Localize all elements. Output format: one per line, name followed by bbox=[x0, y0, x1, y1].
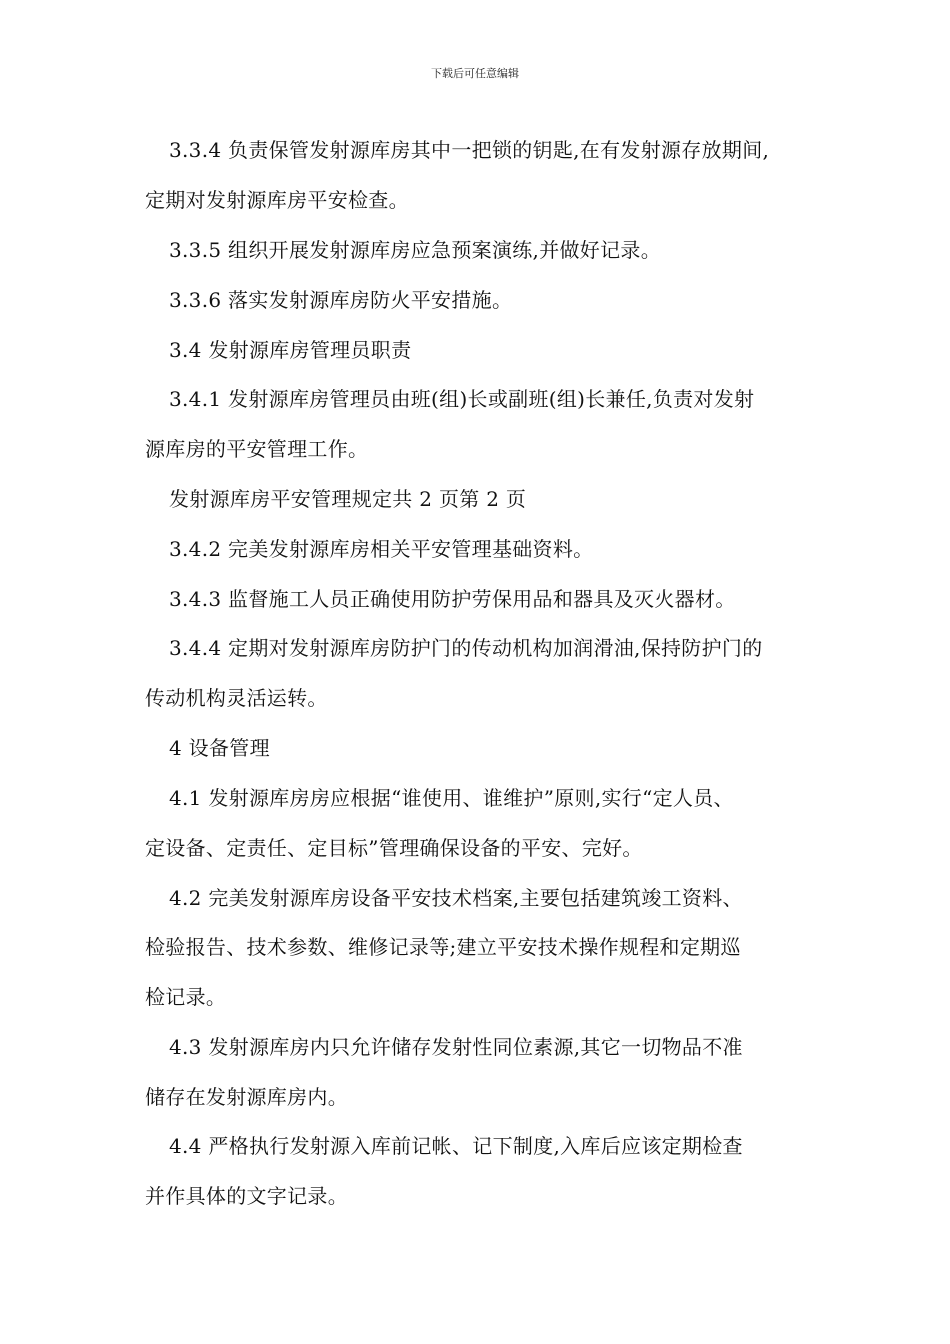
text-line-4-3: 4.3 发射源库房内只允许储存发射性同位素源,其它一切物品不准 bbox=[169, 1035, 743, 1059]
section-heading-3-4: 3.4 发射源库房管理员职责 bbox=[169, 338, 412, 362]
text-line-4-2: 4.2 完美发射源库房设备平安技术档案,主要包括建筑竣工资料、 bbox=[169, 886, 743, 910]
text-line-3-3-5: 3.3.5 组织开展发射源库房应急预案演练,并做好记录。 bbox=[169, 238, 662, 262]
text-line-3-3-4: 3.3.4 负责保管发射源库房其中一把锁的钥匙,在有发射源存放期间, bbox=[169, 138, 770, 162]
section-heading-4: 4 设备管理 bbox=[169, 736, 270, 760]
text-line-3-3-6: 3.3.6 落实发射源库房防火平安措施。 bbox=[169, 288, 513, 312]
page-footer-note: 发射源库房平安管理规定共 2 页第 2 页 bbox=[169, 487, 527, 511]
text-line-4-1: 4.1 发射源库房房应根据“谁使用、谁维护”原则,实行“定人员、 bbox=[169, 786, 734, 810]
text-line-3-4-1-cont: 源库房的平安管理工作。 bbox=[145, 437, 369, 461]
text-line-4-2-cont2: 检记录。 bbox=[145, 985, 227, 1009]
text-line-4-2-cont: 检验报告、技术参数、维修记录等;建立平安技术操作规程和定期巡 bbox=[145, 935, 741, 959]
text-line-4-4: 4.4 严格执行发射源入库前记帐、记下制度,入库后应该定期检查 bbox=[169, 1134, 743, 1158]
header-note: 下载后可任意编辑 bbox=[431, 67, 519, 80]
text-line-3-4-3: 3.4.3 监督施工人员正确使用防护劳保用品和器具及灭火器材。 bbox=[169, 587, 736, 611]
text-line-3-4-1: 3.4.1 发射源库房管理员由班(组)长或副班(组)长兼任,负责对发射 bbox=[169, 387, 755, 411]
text-line-3-4-4: 3.4.4 定期对发射源库房防护门的传动机构加润滑油,保持防护门的 bbox=[169, 636, 763, 660]
text-line-4-4-cont: 并作具体的文字记录。 bbox=[145, 1184, 348, 1208]
text-line-3-4-2: 3.4.2 完美发射源库房相关平安管理基础资料。 bbox=[169, 537, 594, 561]
text-line-4-3-cont: 储存在发射源库房内。 bbox=[145, 1085, 348, 1109]
text-line-3-4-4-cont: 传动机构灵活运转。 bbox=[145, 686, 328, 710]
text-line-3-3-4-cont: 定期对发射源库房平安检查。 bbox=[145, 188, 409, 212]
text-line-4-1-cont: 定设备、定责任、定目标”管理确保设备的平安、完好。 bbox=[145, 836, 643, 860]
